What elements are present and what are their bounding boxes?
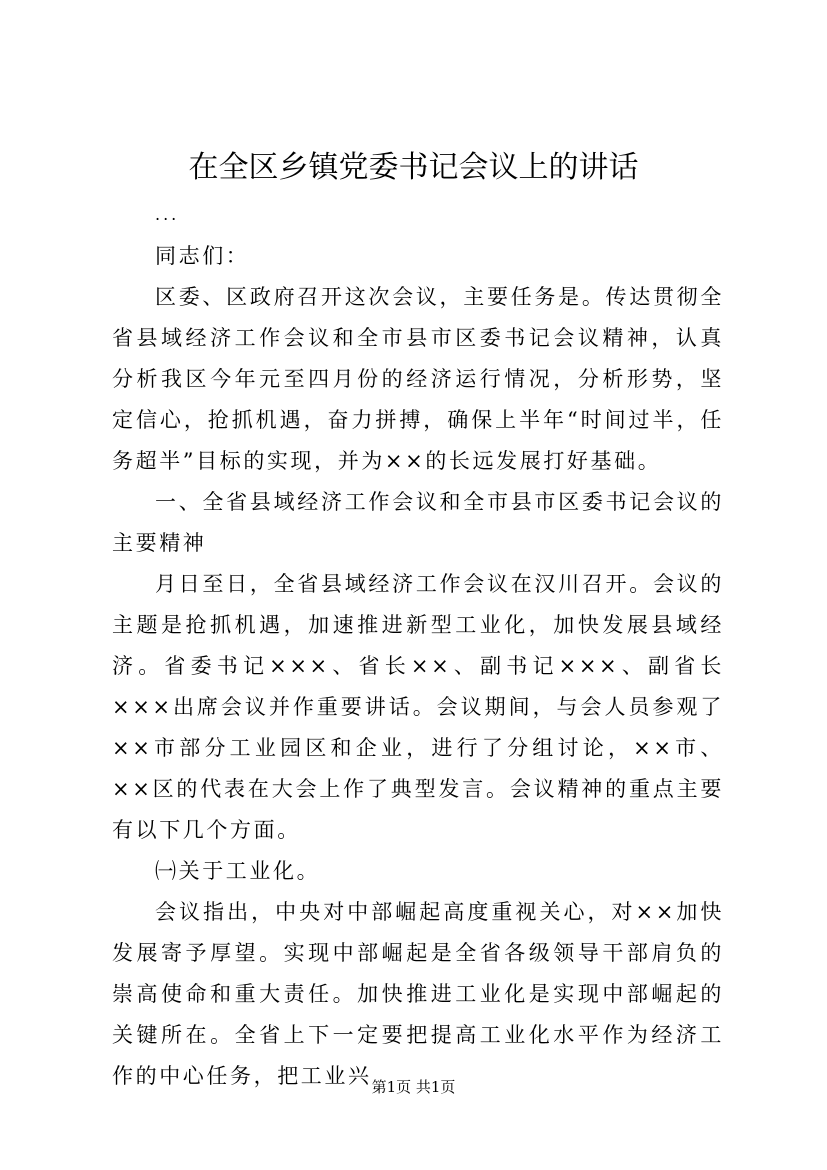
page-number: 第1页 共1页 (371, 1078, 456, 1096)
section-heading-1: 一、全省县域经济工作会议和全市县市区委书记会议的主要精神 (112, 490, 724, 555)
body-paragraph: 月日至日，全省县域经济工作会议在汉川召开。会议的主题是抢抓机遇，加速推进新型工业化，加快发展县域经济。省委书记×××、省长××、副书记×××、副省长×××出席会议并作重要讲话。会议期间，与会人员参观了××市部分工业园区和企业，进行了分组讨论，××市、××区的代表在大会上作了典型发言。会议精神的重点主要有以下几个方面。 (112, 572, 724, 842)
ellipsis-marker: ... (155, 205, 180, 224)
document-body (112, 236, 724, 1097)
subsection-heading-1: ㈠关于工业化。 (155, 859, 321, 883)
body-paragraph: 会议指出，中央对中部崛起高度重视关心，对××加快发展寄予厚望。实现中部崛起是全省各级领导干部肩负的崇高使命和重大责任。加快推进工业化是实现中部崛起的关键所在。全省上下一定要把提高工业化水平作为经济工作的中心任务，把工业兴 (112, 900, 724, 1088)
document-title: 在全区乡镇党委书记会议上的讲话 (188, 150, 639, 185)
intro-paragraph: 区委、区政府召开这次会议，主要任务是。传达贯彻全省县域经济工作会议和全市县市区委书记会议精神，认真分析我区今年元至四月份的经济运行情况，分析形势，坚定信心，抢抓机遇，奋力拼搏，确保上半年“时间过半，任务超半”目标的实现，并为××的长远发展打好基础。 (112, 285, 724, 473)
salutation-paragraph: 同志们： (155, 244, 250, 268)
